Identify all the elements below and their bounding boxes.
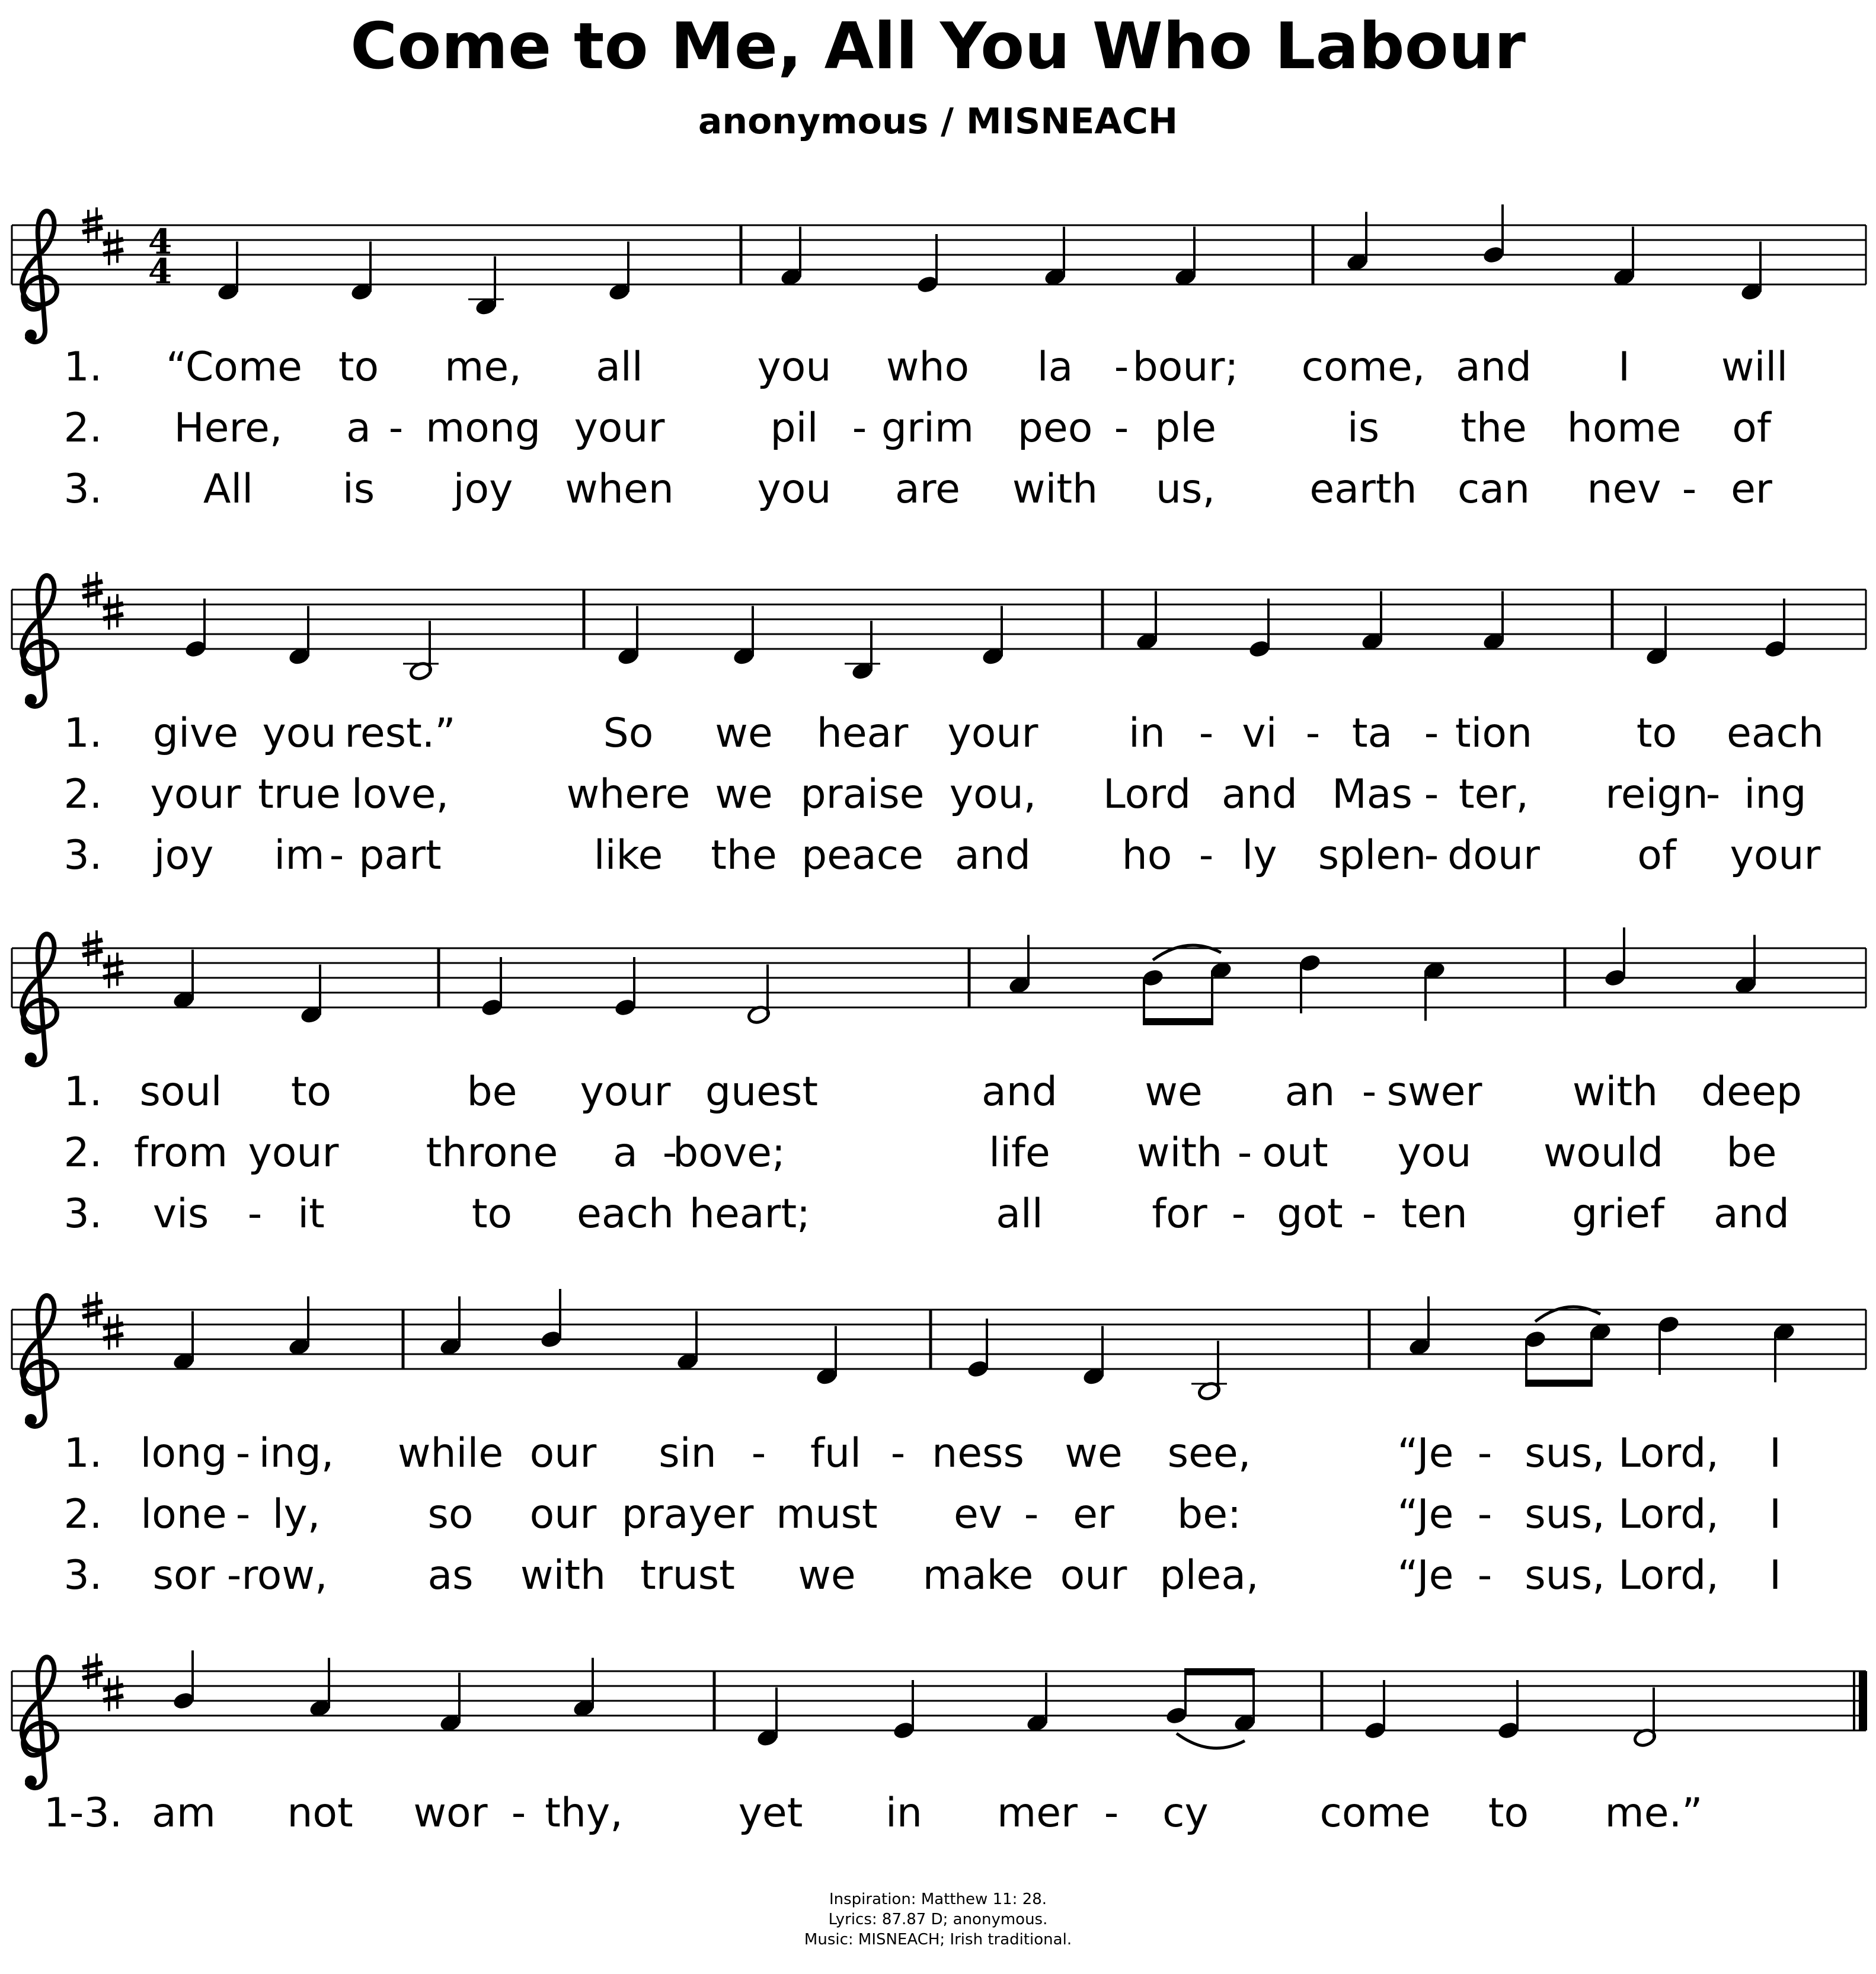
lyric-syllable: you	[262, 710, 337, 757]
note	[1135, 591, 1159, 652]
key-signature	[82, 1653, 123, 1711]
lyric-syllable: we	[715, 710, 773, 757]
note	[439, 1297, 462, 1357]
note	[216, 242, 240, 302]
syllable-hyphen: -	[1114, 405, 1129, 452]
lyric-syllable: vis	[152, 1191, 209, 1237]
lyric-syllable: ta	[1351, 710, 1393, 757]
verse-number: 1.	[63, 1068, 103, 1115]
lyric-syllable: Lord,	[1618, 1430, 1719, 1477]
lyric-syllable: your	[947, 710, 1038, 757]
note	[892, 1680, 916, 1741]
lyric-syllable: ev	[953, 1491, 1003, 1538]
lyric-syllable: “Come	[166, 344, 302, 391]
lyric-syllable: as	[427, 1552, 474, 1599]
syllable-hyphen: -	[1104, 1790, 1119, 1837]
verse-number: 1.	[63, 1430, 103, 1477]
note	[1423, 960, 1446, 1020]
lyric-syllable: all	[996, 1191, 1043, 1237]
syllable-hyphen: -	[1705, 771, 1721, 818]
lyric-syllable: while	[397, 1430, 504, 1477]
lyric-syllable: im	[274, 832, 325, 879]
lyric-syllable: ly	[1242, 832, 1277, 879]
syllable-hyphen: -	[1424, 771, 1439, 818]
lyric-syllable: la	[1037, 344, 1073, 391]
lyric-syllable: soul	[139, 1068, 222, 1115]
lyric-syllable: pil	[770, 405, 819, 452]
lyric-syllable: you	[757, 344, 832, 391]
lyric-syllable: and	[1456, 344, 1532, 391]
lyric-syllable: your	[150, 771, 241, 818]
lyric-syllable: got	[1277, 1191, 1343, 1237]
lyric-syllable: sus,	[1525, 1491, 1605, 1538]
note	[747, 965, 771, 1025]
verse-number: 1-3.	[43, 1790, 123, 1837]
lyric-syllable: us,	[1155, 466, 1216, 513]
lyric-syllable: you	[757, 466, 832, 513]
lyric-syllable: come	[1319, 1790, 1431, 1837]
lyric-syllable: will	[1721, 344, 1788, 391]
note	[1191, 1341, 1227, 1402]
note	[608, 242, 631, 302]
final-barline-thick	[1859, 1671, 1867, 1730]
lyric-syllable: make	[922, 1552, 1034, 1599]
hymn-attribution: anonymous / MISNEACH	[698, 101, 1178, 142]
note	[1645, 606, 1669, 667]
lyric-syllable: sin	[659, 1430, 717, 1477]
lyric-syllable: would	[1543, 1130, 1664, 1176]
lyric-syllable: yet	[738, 1790, 803, 1837]
note	[1612, 227, 1636, 287]
lyric-syllable: prayer	[621, 1491, 754, 1538]
lyric-syllable: So	[603, 710, 654, 757]
note	[1763, 599, 1787, 659]
syllable-hyphen: -	[235, 1430, 251, 1477]
lyric-syllable: our	[529, 1491, 597, 1538]
lyric-syllable: come,	[1301, 344, 1426, 391]
key-signature	[82, 572, 123, 630]
note	[732, 606, 756, 667]
lyric-syllable: me,	[445, 344, 522, 391]
note	[1346, 212, 1369, 273]
lyric-syllable: praise	[800, 771, 925, 818]
note	[1363, 1680, 1387, 1741]
lyric-syllable: true	[258, 771, 341, 818]
lyric-syllable: to	[338, 344, 379, 391]
lyric-syllable: to	[290, 1068, 332, 1115]
verse-number: 2.	[63, 771, 103, 818]
lyric-syllable: of	[1732, 405, 1771, 452]
beam	[1143, 1018, 1213, 1025]
note	[572, 1658, 596, 1719]
lyric-syllable: life	[989, 1130, 1050, 1176]
lyric-syllable: love,	[351, 771, 449, 818]
lyric-syllable: we	[715, 771, 773, 818]
note	[1772, 1322, 1796, 1382]
lyric-syllable: bove;	[673, 1130, 785, 1176]
verse-number: 1.	[63, 710, 103, 757]
lyric-syllable: each	[1727, 710, 1824, 757]
treble-clef-icon	[22, 934, 57, 1065]
lyric-syllable: guest	[705, 1068, 819, 1115]
lyric-syllable: bour;	[1132, 344, 1239, 391]
slur	[1177, 1733, 1245, 1748]
note	[172, 1311, 196, 1372]
lyric-syllable: each	[577, 1191, 674, 1237]
note	[1141, 968, 1165, 1025]
lyric-syllable: with	[1136, 1130, 1223, 1176]
lyric-syllable: your	[248, 1130, 339, 1176]
lyric-syllable: peace	[801, 832, 923, 879]
treble-clef-dot	[25, 694, 37, 706]
key-signature	[82, 930, 123, 988]
footer-lyrics: Lyrics: 87.87 D; anonymous.	[828, 1911, 1048, 1928]
lyric-syllable: an	[1284, 1068, 1335, 1115]
note	[1482, 204, 1506, 265]
lyric-syllable: all	[596, 344, 643, 391]
lyric-syllable: grim	[881, 405, 974, 452]
lyric-syllable: reign	[1605, 771, 1708, 818]
key-signature	[82, 1292, 123, 1350]
note	[616, 606, 640, 667]
note	[845, 621, 880, 682]
note	[1603, 927, 1627, 988]
lyric-syllable: be	[1726, 1130, 1777, 1176]
note	[1043, 227, 1067, 287]
lyric-syllable: lone	[140, 1491, 227, 1538]
lyric-syllable: we	[1065, 1430, 1123, 1477]
lyric-syllable: like	[593, 832, 663, 879]
lyric-syllable: so	[427, 1491, 474, 1538]
verse-number: 3.	[63, 466, 103, 513]
treble-clef-dot	[25, 1414, 37, 1426]
footer-music: Music: MISNEACH; Irish traditional.	[804, 1931, 1072, 1949]
note	[1633, 1688, 1657, 1748]
lyric-syllable: in	[886, 1790, 922, 1837]
lyric-syllable: in	[1129, 710, 1165, 757]
note	[299, 965, 323, 1025]
note	[184, 599, 207, 659]
lyric-syllable: earth	[1309, 466, 1417, 513]
staff-system-4	[12, 1289, 1866, 1599]
lyric-syllable: our	[529, 1430, 597, 1477]
note	[350, 242, 373, 302]
lyric-syllable: who	[886, 344, 970, 391]
lyric-syllable: deep	[1701, 1068, 1802, 1115]
lyric-syllable: mer	[996, 1790, 1078, 1837]
lyric-syllable: your	[1730, 832, 1821, 879]
syllable-hyphen: -	[1477, 1491, 1493, 1538]
lyric-syllable: from	[133, 1130, 228, 1176]
syllable-hyphen: -	[1114, 344, 1129, 391]
note	[1298, 953, 1322, 1013]
syllable-hyphen: -	[1199, 710, 1214, 757]
syllable-hyphen: -	[1231, 1191, 1247, 1237]
lyric-syllable: dour	[1447, 832, 1540, 879]
beam	[1184, 1668, 1255, 1675]
note	[676, 1311, 699, 1372]
lyric-syllable: joy	[154, 832, 214, 879]
lyric-syllable: with	[1572, 1068, 1658, 1115]
syllable-hyphen: -	[1477, 1552, 1493, 1599]
lyric-syllable: er	[1073, 1491, 1114, 1538]
beam	[1525, 1380, 1593, 1387]
lyric-syllable: ly,	[272, 1491, 321, 1538]
treble-clef-icon	[22, 1295, 57, 1426]
lyric-syllable: grief	[1572, 1191, 1664, 1237]
lyric-syllable: and	[1714, 1191, 1789, 1237]
note	[480, 957, 504, 1018]
syllable-hyphen: -	[1477, 1430, 1493, 1477]
note	[172, 950, 196, 1010]
note	[1025, 1673, 1049, 1733]
lyric-syllable: see,	[1167, 1430, 1251, 1477]
lyric-syllable: throne	[426, 1130, 558, 1176]
lyric-syllable: cy	[1162, 1790, 1209, 1837]
note	[779, 227, 803, 287]
lyric-syllable: ing,	[258, 1430, 334, 1477]
lyric-syllable: sor	[152, 1552, 215, 1599]
lyric-syllable: with	[1012, 466, 1098, 513]
lyric-syllable: Lord	[1102, 771, 1191, 818]
lyric-syllable: vi	[1242, 710, 1277, 757]
lyric-syllable: peo	[1017, 405, 1093, 452]
treble-clef-icon	[22, 575, 57, 706]
lyric-syllable: and	[1222, 771, 1297, 818]
note	[1408, 1297, 1431, 1357]
lyric-syllable: must	[776, 1491, 878, 1538]
lyric-syllable: ho	[1121, 832, 1172, 879]
syllable-hyphen: -	[1362, 1191, 1377, 1237]
syllable-hyphen: -	[511, 1790, 526, 1837]
lyric-syllable: I	[1769, 1430, 1782, 1477]
treble-clef-icon	[22, 1657, 57, 1788]
syllable-hyphen: -	[852, 405, 867, 452]
lyric-syllable: Here,	[174, 405, 283, 452]
lyric-syllable: to	[471, 1191, 513, 1237]
lyric-syllable: am	[152, 1790, 216, 1837]
lyric-syllable: “Je	[1397, 1552, 1454, 1599]
lyric-syllable: mong	[425, 405, 541, 452]
lyric-syllable: we	[798, 1552, 856, 1599]
footer-credits	[0, 1889, 1876, 1950]
lyric-syllable: swer	[1386, 1068, 1482, 1115]
verse-number: 2.	[63, 405, 103, 452]
lyric-syllable: ple	[1155, 405, 1216, 452]
lyric-syllable: sus,	[1525, 1552, 1605, 1599]
note	[1165, 1668, 1188, 1726]
syllable-hyphen: -	[226, 1552, 242, 1599]
staff-system-2	[12, 572, 1866, 879]
lyric-syllable: heart;	[689, 1191, 811, 1237]
lyric-syllable: hear	[816, 710, 909, 757]
note	[1008, 935, 1031, 996]
lyric-syllable: for	[1152, 1191, 1207, 1237]
lyric-syllable: rest.”	[344, 710, 456, 757]
lyric-syllable: not	[287, 1790, 353, 1837]
lyric-syllable: and	[982, 1068, 1057, 1115]
syllable-hyphen: -	[235, 1491, 251, 1538]
syllable-hyphen: -	[388, 405, 404, 452]
lyric-syllable: part	[359, 832, 442, 879]
lyric-syllable: I	[1618, 344, 1631, 391]
lyric-syllable: trust	[640, 1552, 735, 1599]
lyric-syllable: our	[1060, 1552, 1127, 1599]
verse-number: 2.	[63, 1491, 103, 1538]
lyric-syllable: row,	[241, 1552, 328, 1599]
lyric-syllable: splen	[1318, 832, 1427, 879]
lyric-syllable: your	[580, 1068, 671, 1115]
note	[613, 957, 637, 1018]
note	[1482, 591, 1506, 652]
syllable-hyphen: -	[1362, 1068, 1377, 1115]
hymn-title: Come to Me, All You Who Labour	[350, 9, 1526, 84]
lyric-syllable: be	[466, 1068, 517, 1115]
lyric-syllable: a	[613, 1130, 638, 1176]
lyric-syllable: with	[520, 1552, 606, 1599]
lyric-syllable: to	[1636, 710, 1677, 757]
lyric-syllable: long	[140, 1430, 228, 1477]
syllable-hyphen: -	[890, 1430, 906, 1477]
note	[1523, 1329, 1547, 1387]
syllable-hyphen: -	[662, 1130, 677, 1176]
note	[308, 1658, 332, 1719]
lyric-syllable: you,	[949, 771, 1037, 818]
syllable-hyphen: -	[751, 1430, 766, 1477]
syllable-hyphen: -	[247, 1191, 263, 1237]
note	[1248, 599, 1271, 659]
note	[1657, 1314, 1680, 1375]
treble-clef-dot	[25, 1052, 37, 1064]
lyric-syllable: out	[1262, 1130, 1328, 1176]
staff-system-5	[12, 1650, 1867, 1837]
treble-clef-dot	[25, 329, 37, 341]
staff-system-3	[12, 927, 1866, 1237]
lyric-syllable: ten	[1401, 1191, 1468, 1237]
note	[539, 1289, 563, 1349]
lyric-syllable: it	[298, 1191, 325, 1237]
note	[287, 606, 311, 667]
lyric-syllable: Mas	[1332, 771, 1412, 818]
lyric-syllable: wor	[413, 1790, 488, 1837]
verse-number: 3.	[63, 1552, 103, 1599]
note	[403, 621, 439, 682]
syllable-hyphen: -	[1424, 710, 1439, 757]
note	[468, 257, 504, 317]
note	[916, 234, 939, 295]
footer-inspiration: Inspiration: Matthew 11: 28.	[829, 1890, 1047, 1908]
lyric-syllable: your	[574, 405, 665, 452]
lyric-syllable: ful	[810, 1430, 861, 1477]
lyric-syllable: give	[152, 710, 239, 757]
lyric-syllable: a	[346, 405, 371, 452]
note	[756, 1688, 779, 1748]
syllable-hyphen: -	[1199, 832, 1214, 879]
lyric-syllable: joy	[453, 466, 513, 513]
note	[1082, 1326, 1105, 1387]
verse-number: 3.	[63, 1191, 103, 1237]
lyric-syllable: plea,	[1159, 1552, 1259, 1599]
lyric-syllable: tion	[1455, 710, 1533, 757]
note	[172, 1650, 196, 1711]
note	[815, 1326, 839, 1387]
lyric-syllable: er	[1731, 466, 1772, 513]
lyric-syllable: where	[566, 771, 691, 818]
lyric-syllable: “Je	[1397, 1491, 1454, 1538]
note	[1740, 242, 1763, 302]
note	[981, 606, 1005, 667]
lyric-syllable: ness	[932, 1430, 1024, 1477]
time-signature	[148, 222, 172, 292]
lyric-syllable: I	[1769, 1491, 1782, 1538]
lyric-syllable: home	[1567, 405, 1682, 452]
lyric-syllable: to	[1488, 1790, 1529, 1837]
note	[1734, 935, 1757, 996]
lyric-syllable: “Je	[1397, 1430, 1454, 1477]
lyric-syllable: All	[203, 466, 254, 513]
lyric-syllable: I	[1769, 1552, 1782, 1599]
staff-system-1	[12, 204, 1866, 513]
lyric-syllable: is	[342, 466, 375, 513]
lyric-syllable: nev	[1587, 466, 1661, 513]
treble-clef-dot	[25, 1775, 37, 1787]
note	[439, 1673, 462, 1733]
note	[1360, 591, 1384, 652]
note	[287, 1297, 311, 1357]
syllable-hyphen: -	[1305, 710, 1321, 757]
lyric-syllable: Lord,	[1618, 1552, 1719, 1599]
syllable-hyphen: -	[1024, 1491, 1039, 1538]
lyric-syllable: Lord,	[1618, 1491, 1719, 1538]
lyric-syllable: we	[1145, 1068, 1203, 1115]
verse-number: 1.	[63, 344, 103, 391]
lyric-syllable: the	[1460, 405, 1527, 452]
lyric-syllable: are	[895, 466, 960, 513]
lyric-syllable: when	[565, 466, 674, 513]
lyric-syllable: ing	[1744, 771, 1807, 818]
time-signature-bottom: 4	[148, 251, 172, 292]
lyric-syllable: me.”	[1605, 1790, 1703, 1837]
syllable-hyphen: -	[1682, 466, 1697, 513]
syllable-hyphen: -	[329, 832, 344, 879]
syllable-hyphen: -	[1237, 1130, 1252, 1176]
note	[966, 1319, 990, 1379]
lyric-syllable: sus,	[1525, 1430, 1605, 1477]
lyric-syllable: is	[1347, 405, 1380, 452]
lyric-syllable: and	[955, 832, 1031, 879]
lyric-syllable: be:	[1177, 1491, 1241, 1538]
treble-clef-icon	[22, 211, 57, 342]
lyric-syllable: can	[1457, 466, 1530, 513]
lyric-syllable: thy,	[545, 1790, 623, 1837]
note	[1174, 227, 1197, 287]
lyric-syllable: of	[1637, 832, 1676, 879]
lyric-syllable: you	[1397, 1130, 1472, 1176]
syllable-hyphen: -	[1424, 832, 1439, 879]
lyric-syllable: the	[711, 832, 777, 879]
key-signature	[82, 207, 123, 265]
lyric-syllable: ter,	[1458, 771, 1529, 818]
time-signature-top: 4	[148, 222, 172, 262]
verse-number: 3.	[63, 832, 103, 879]
verse-number: 2.	[63, 1130, 103, 1176]
note	[1497, 1680, 1520, 1741]
